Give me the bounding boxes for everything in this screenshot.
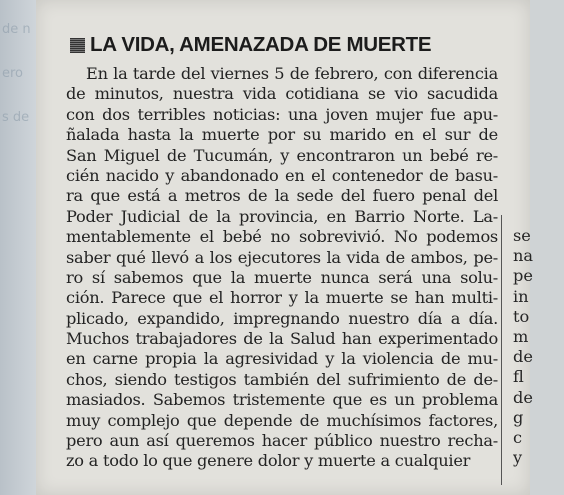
background-left — [0, 0, 36, 495]
column-fragment: c — [513, 427, 523, 447]
column-fragment: de — [513, 387, 533, 407]
article-body — [66, 64, 498, 472]
column-fragment: na — [513, 246, 533, 266]
body-line: plicado, expandido, impregnando nuestro día a día. — [66, 308, 498, 328]
article-headline: LA VIDA, AMENAZADA DE MUERTE — [90, 33, 432, 56]
body-line: mentablemente el bebé no sobrevivió. No podemos — [66, 227, 498, 247]
body-line: cién nacido y abandonado en el contenedor de basu- — [66, 165, 498, 185]
body-line: Muchos trabajadores de la Salud han experimentado — [66, 329, 498, 349]
body-line: En la tarde del viernes 5 de febrero, con diferencia — [86, 64, 498, 83]
background-fragment: de n — [2, 22, 31, 37]
column-fragment: to — [513, 306, 530, 326]
column-fragment: m — [513, 326, 529, 346]
background-fragment: ero — [2, 66, 24, 81]
column-fragment: fl — [513, 367, 524, 387]
body-line: ra que está a metros de la sede del fuero penal del — [66, 186, 498, 206]
body-line: saber qué llevó a los ejecutores la vida de ambos, pe- — [66, 247, 498, 267]
body-line: muy complejo que depende de muchísimos factores, — [66, 410, 498, 430]
body-line: San Miguel de Tucumán, y encontraron un bebé re- — [66, 145, 498, 165]
body-line: ñalada hasta la muerte por su marido en el sur de — [66, 125, 498, 145]
body-line: con dos terribles noticias: una joven mujer fue apu- — [66, 104, 498, 124]
body-line: ro sí sabemos que la muerte nunca será una solu- — [66, 267, 498, 287]
column-fragment: de — [513, 347, 533, 367]
body-line: chos, siendo testigos también del sufrimiento de de- — [66, 369, 498, 389]
background-fragment: s de — [2, 110, 30, 125]
column-fragment: in — [513, 286, 529, 306]
body-line: Poder Judicial de la provincia, en Barrio Norte. La- — [66, 206, 498, 226]
headline-square-icon — [70, 38, 85, 53]
column-fragment: pe — [513, 266, 533, 286]
column-fragment: se — [513, 226, 531, 245]
body-line: masiados. Sabemos tristemente que es un problema — [66, 390, 498, 410]
column-divider — [501, 215, 502, 485]
body-line: zo a todo lo que genere dolor y muerte a cualquier — [66, 451, 471, 471]
body-line: de minutos, nuestra vida cotidiana se vio sacudida — [66, 84, 498, 104]
body-line: ción. Parece que el horror y la muerte se han multi- — [66, 288, 498, 308]
body-line: pero aun así queremos hacer público nuestro recha- — [66, 431, 498, 451]
column-fragment: g — [513, 407, 524, 427]
column-fragment: y — [513, 448, 523, 468]
background-right — [530, 0, 564, 495]
adjacent-column-fragments — [513, 226, 533, 468]
body-line: en carne propia la agresividad y la violencia de mu- — [66, 349, 498, 369]
